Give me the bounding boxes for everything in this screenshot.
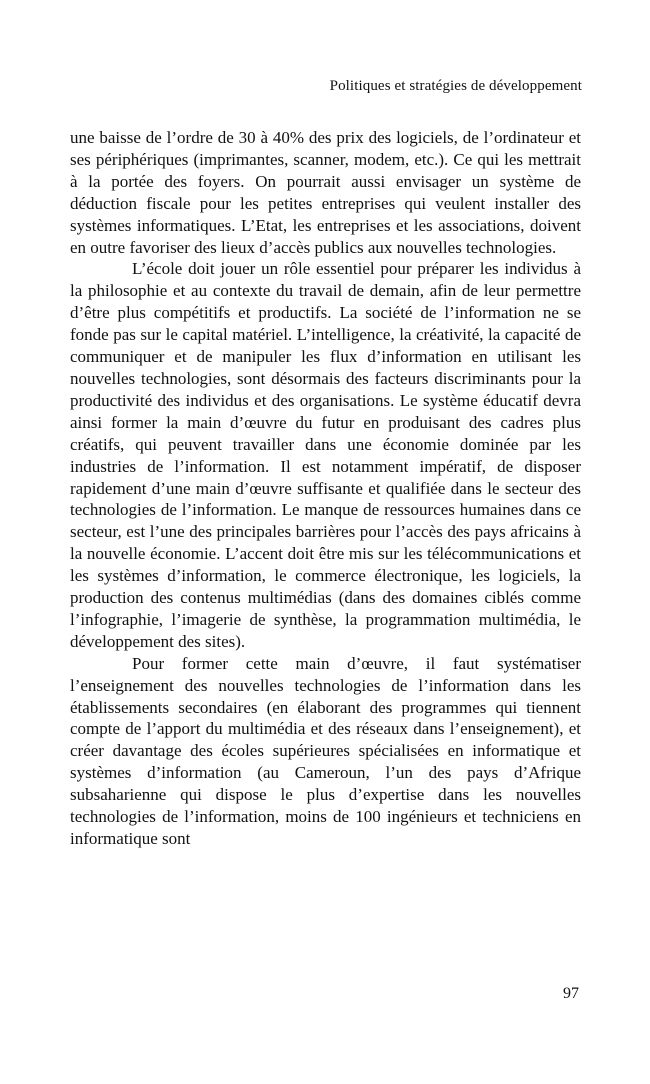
page-number: 97 (563, 985, 579, 1002)
paragraph-former-main-oeuvre: Pour former cette main d’œuvre, il faut systématiser l’enseignement des nouvelles technologies de l’information dans les établissements secondaires (en élaborant des programmes qui tiennent compte de l’apport du multimédia et des réseaux dans l’enseignement), et créer davantage des écoles supérieures spécialisées en informatique et systèmes d’information (au Cameroun, l’un des pays d’Afrique subsaharienne qui dispose le plus d’expertise dans les nouvelles technologies de l’information, moins de 100 ingénieurs et techniciens en informatique sont (70, 653, 581, 848)
body-text (70, 127, 581, 850)
paragraph-continuation: une baisse de l’ordre de 30 à 40% des prix des logiciels, de l’ordinateur et ses périphériques (imprimantes, scanner, modem, etc.). Ce qui les mettrait à la portée des foyers. On pourrait aussi envisager un système de déduction fiscale pour les petites entreprises qui veulent installer des systèmes informatiques. L’Etat, les entreprises et les associations, doivent en outre favoriser des lieux d’accès publics aux nouvelles technologies. (70, 128, 581, 257)
paragraph-ecole: L’école doit jouer un rôle essentiel pour préparer les individus à la philosophie et au contexte du travail de demain, afin de leur permettre d’être plus compétitifs et productifs. La société de l’information ne se fonde pas sur le capital matériel. L’intelligence, la créativité, la capacité de communiquer et de manipuler les flux d’information en utilisant les nouvelles technologies, sont désormais des facteurs discriminants pour la productivité des individus et des organisations. Le système éducatif devra ainsi former la main d’œuvre du futur en produisant des cadres plus créatifs, qui peuvent travailler dans une économie dominée par les industries de l’information. Il est notamment impératif, de disposer rapidement d’une main d’œuvre suffisante et qualifiée dans le secteur des technologies de l’information. Le manque de ressources humaines dans ce secteur, est l’une des principales barrières pour l’accès des pays africains à la nouvelle économie. L’accent doit être mis sur les télécommunications et les systèmes d’information, le commerce électronique, les logiciels, la production des contenus multimédias (dans des domaines ciblés comme l’infographie, l’imagerie de synthèse, la programmation multimédia, le développement des sites). (70, 259, 581, 651)
running-header: Politiques et stratégies de développement (329, 78, 582, 94)
